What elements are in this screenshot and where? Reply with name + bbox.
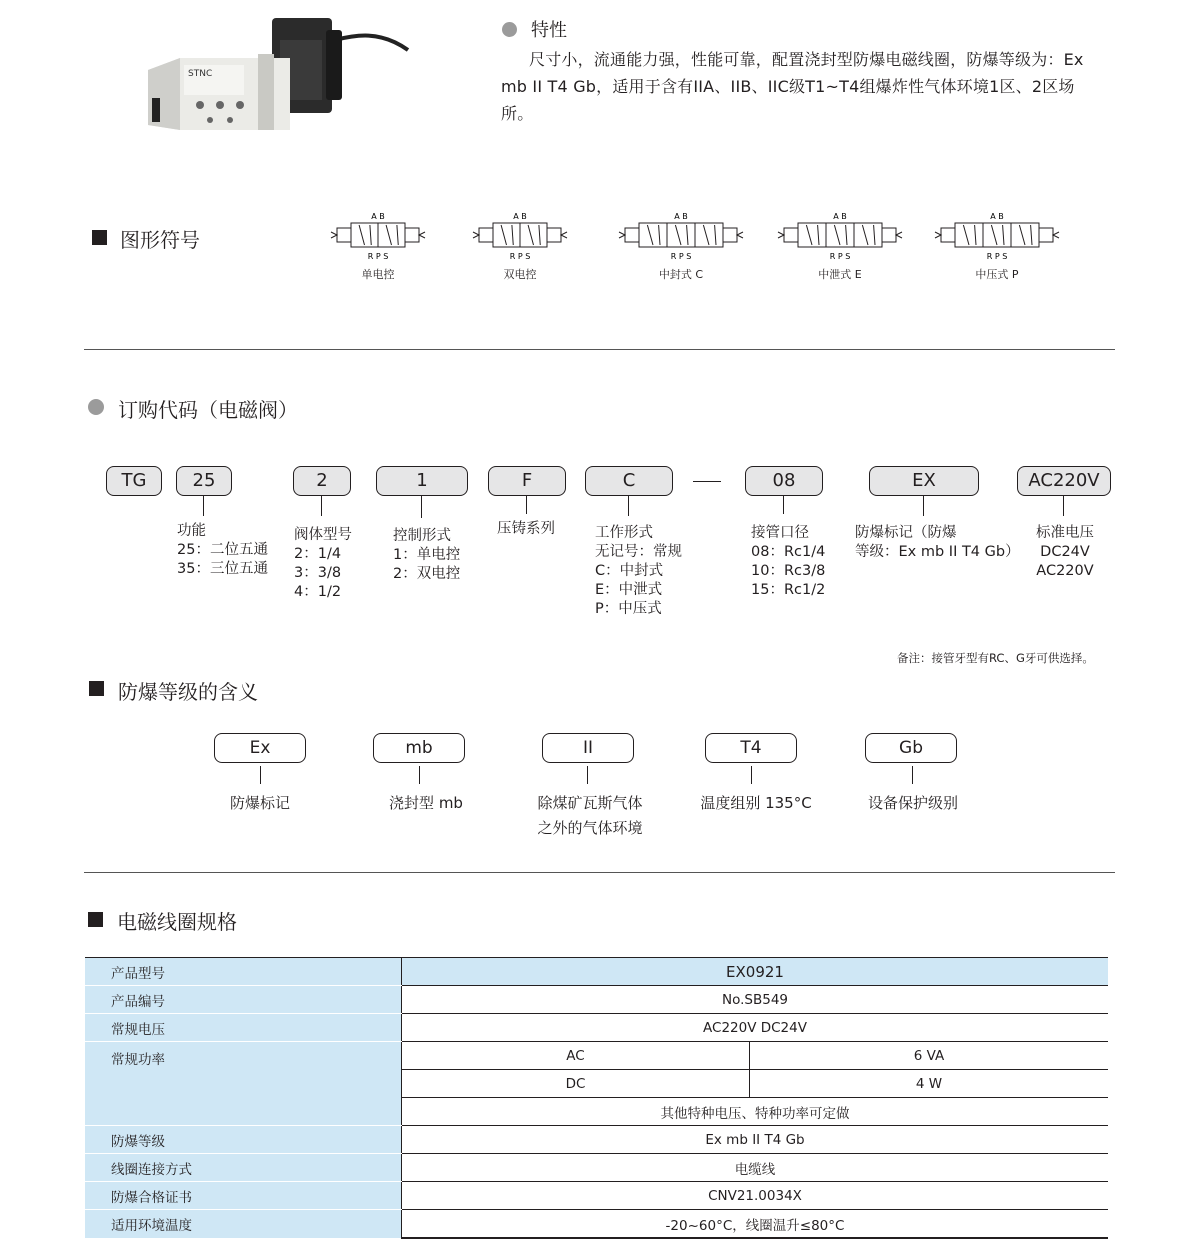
table-row <box>85 1014 1108 1042</box>
code-connector <box>421 496 422 518</box>
ex-connector <box>912 766 913 784</box>
valve-symbol <box>318 210 438 282</box>
row-label: 产品编号 <box>85 986 402 1014</box>
ex-code-box: mb <box>373 733 465 763</box>
order-note: 备注：接管牙型有RC、G牙可供选择。 <box>897 651 1094 665</box>
svg-text:A B: A B <box>833 212 847 221</box>
code-box-voltage: AC220V <box>1017 466 1111 496</box>
row-value: 其他特种电压、特种功率可定做 <box>402 1098 1109 1126</box>
svg-text:A B: A B <box>990 212 1004 221</box>
code-desc-voltage: 标准电压 DC24V AC220V <box>1036 525 1094 579</box>
valve-symbol <box>460 210 580 282</box>
row-value: AC220V DC24V <box>402 1014 1109 1042</box>
row-label: 线圈连接方式 <box>85 1154 402 1182</box>
valve-symbol-caption: 中泄式 E <box>818 268 862 281</box>
code-connector <box>628 496 629 516</box>
code-box-die-cast: F <box>488 466 566 496</box>
order-title: 订购代码（电磁阀） <box>118 398 298 422</box>
svg-text:R P S: R P S <box>367 252 389 261</box>
ex-desc: 设备保护级别 <box>867 794 958 812</box>
valve-symbol-caption: 中封式 C <box>658 268 704 281</box>
code-box-body: 2 <box>293 466 351 496</box>
row-label: 常规电压 <box>85 1014 402 1042</box>
symbols-title: 图形符号 <box>120 228 200 252</box>
section-square-icon <box>89 681 104 696</box>
table-row <box>85 1126 1108 1154</box>
table-row <box>85 1154 1108 1182</box>
code-box-work-form: C <box>585 466 673 496</box>
features-title: 特性 <box>531 20 567 41</box>
code-box-series: TG <box>106 466 162 496</box>
row-value: No.SB549 <box>402 986 1109 1014</box>
row-value: -20~60°C，线圈温升≤80°C <box>402 1210 1109 1239</box>
valve-symbol <box>606 210 756 282</box>
ex-connector <box>260 766 261 784</box>
ex-desc: 温度组别 135°C <box>700 794 812 812</box>
valve-symbol-caption: 中压式 P <box>975 268 1019 281</box>
svg-text:A B: A B <box>513 212 527 221</box>
code-desc-die-cast: 压铸系列 <box>497 521 555 537</box>
ex-code-box: T4 <box>705 733 797 763</box>
ex-connector <box>587 766 588 784</box>
valve-symbol-caption: 单电控 <box>361 268 395 281</box>
row-value: CNV21.0034X <box>402 1182 1109 1210</box>
ex-desc: 浇封型 mb <box>389 794 463 812</box>
code-connector <box>321 496 322 516</box>
row-value: EX0921 <box>402 958 1109 986</box>
ex-connector <box>419 766 420 784</box>
product-photo <box>140 10 410 135</box>
ex-meaning-title: 防爆等级的含义 <box>118 680 258 704</box>
ex-code-box: II <box>542 733 634 763</box>
row-value: DC <box>402 1070 750 1098</box>
brand-label: STNC <box>188 69 213 79</box>
svg-text:R P S: R P S <box>829 252 851 261</box>
row-value: 电缆线 <box>402 1154 1109 1182</box>
code-connector <box>923 496 924 516</box>
table-row <box>85 958 1108 986</box>
row-label: 产品型号 <box>85 958 402 986</box>
code-box-ex-mark: EX <box>869 466 979 496</box>
row-value: Ex mb II T4 Gb <box>402 1126 1109 1154</box>
code-connector <box>203 496 204 516</box>
ex-code-box: Ex <box>214 733 306 763</box>
features-text: 尺寸小，流通能力强，性能可靠，配置浇封型防爆电磁线圈，防爆等级为：Ex mb II T4 Gb，适用于含有IIA、IIB、IIC级T1~T4组爆炸性气体环境1区、2区场所。 <box>501 50 1084 123</box>
row-label: 适用环境温度 <box>85 1210 402 1239</box>
code-connector <box>1063 496 1064 516</box>
code-desc-ex-mark: 防爆标记（防爆 等级：Ex mb II T4 Gb） <box>855 525 1020 560</box>
section-square-icon <box>88 912 103 927</box>
row-value: AC <box>402 1042 750 1070</box>
svg-text:A B: A B <box>371 212 385 221</box>
code-box-port-size: 08 <box>745 466 823 496</box>
bullet-dot <box>502 22 517 37</box>
code-desc-function: 功能 25：二位五通 35：三位五通 <box>177 523 268 577</box>
code-box-function: 25 <box>176 466 232 496</box>
bullet-dot <box>88 399 104 415</box>
code-connector <box>783 496 784 514</box>
code-dash <box>693 481 721 482</box>
svg-text:R P S: R P S <box>509 252 531 261</box>
code-desc-work-form: 工作形式 无记号：常规 C：中封式 E：中泄式 P：中压式 <box>595 525 682 617</box>
table-row <box>85 986 1108 1014</box>
section-square-icon <box>92 230 107 245</box>
table-row <box>85 1042 1108 1070</box>
code-desc-control: 控制形式 1：单电控 2：双电控 <box>393 528 461 582</box>
code-desc-body: 阀体型号 2：1/4 3：3/8 4：1/2 <box>294 527 352 600</box>
row-label: 防爆合格证书 <box>85 1182 402 1210</box>
divider <box>84 872 1115 873</box>
row-label: 防爆等级 <box>85 1126 402 1154</box>
ex-code-box: Gb <box>865 733 957 763</box>
code-desc-port-size: 接管口径 08：Rc1/4 10：Rc3/8 15：Rc1/2 <box>751 525 826 598</box>
code-connector <box>526 496 527 514</box>
valve-symbol-caption: 双电控 <box>503 268 537 281</box>
row-value: 6 VA <box>750 1042 1109 1070</box>
row-value: 4 W <box>750 1070 1109 1098</box>
svg-text:A B: A B <box>674 212 688 221</box>
svg-text:R P S: R P S <box>670 252 692 261</box>
coil-spec-title: 电磁线圈规格 <box>117 910 237 934</box>
table-row <box>85 1182 1108 1210</box>
row-label: 常规功率 <box>85 1042 402 1126</box>
ex-connector <box>751 766 752 784</box>
code-box-control: 1 <box>376 466 468 496</box>
valve-symbol <box>765 210 915 282</box>
ex-desc: 除煤矿瓦斯气体 之外的气体环境 <box>537 794 643 837</box>
valve-symbol <box>922 210 1072 282</box>
divider <box>84 349 1115 350</box>
svg-text:R P S: R P S <box>986 252 1008 261</box>
coil-spec-table <box>85 958 1108 1239</box>
ex-desc: 防爆标记 <box>229 794 290 812</box>
table-row <box>85 1210 1108 1239</box>
